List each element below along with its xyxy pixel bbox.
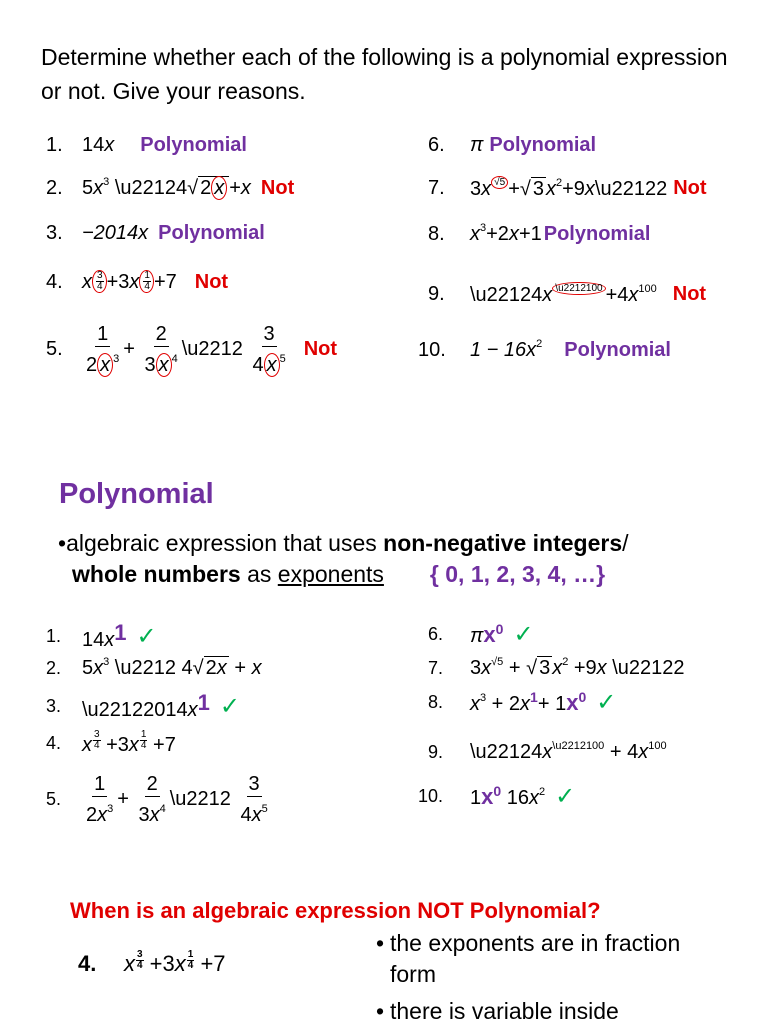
- top-item-8: [428, 222, 650, 246]
- item-number: 3.: [46, 222, 63, 244]
- expression: $1x^0$ $16x^2$: [470, 783, 546, 809]
- bottom-item-4: [46, 730, 176, 757]
- item-number: 6.: [428, 134, 445, 156]
- reason-item: • the exponents are in fraction form: [376, 930, 681, 987]
- check-icon: ✓: [513, 621, 534, 648]
- label-polynomial: Polynomial: [564, 338, 671, 361]
- expression: \u22122014x1: [82, 690, 210, 721]
- exponent-set: { 0, 1, 2, 3, 4, …}: [429, 561, 606, 587]
- top-item-2: [46, 176, 294, 200]
- expression: $5x^3$ \u22124√ 2 x +x: [82, 176, 251, 199]
- top-item-3: [46, 222, 265, 245]
- expression: −2014x: [82, 222, 149, 244]
- top-item-6: [428, 134, 596, 157]
- top-item-10: [418, 338, 671, 362]
- label-polynomial: Polynomial: [140, 134, 247, 156]
- bottom-item-7: [428, 656, 685, 680]
- item-number: 6.: [428, 624, 444, 644]
- reasons-list: [376, 928, 756, 1027]
- expression: x $\frac{3}{4}$ +3x $\frac{1}{4}$ +7: [82, 729, 176, 756]
- top-item-4: [46, 270, 228, 294]
- item-number: 9.: [428, 741, 444, 762]
- item-number: 10.: [418, 338, 446, 361]
- label-not: Not: [303, 338, 338, 360]
- item-number: 1.: [46, 134, 63, 156]
- top-item-7: [428, 176, 707, 201]
- expression: $\frac{1}{2 x ^3}$ + $\frac{2}{3 x ^4}$ \u2212 $\frac{3}{4 x ^5}$: [86, 323, 286, 376]
- expression: $x^3+2x+1$: [470, 222, 542, 245]
- label-polynomial: Polynomial: [543, 222, 651, 245]
- bottom-item-6: [428, 620, 534, 649]
- expression: $5x^3$ \u2212 4√ 2x + x: [82, 656, 262, 679]
- bottom-item-9: [428, 740, 667, 764]
- item-number: 9.: [428, 283, 445, 305]
- check-icon: ✓: [596, 689, 617, 716]
- bottom-item-2: [46, 656, 262, 680]
- expression: x $\frac{3}{4}$ +3x $\frac{1}{4}$ +7: [124, 949, 226, 976]
- item-number: 4.: [46, 733, 62, 753]
- item-number: 1.: [46, 625, 62, 646]
- intro-text: Determine whether each of the following is a polynomial expression or not. Give your reasons.: [41, 44, 728, 104]
- item-number: 8.: [428, 222, 445, 245]
- expression: 3x √5 +√ 3 $x^2+9x\backslash u22122$: [470, 177, 668, 200]
- item-number: 7.: [428, 177, 445, 199]
- item-number: 7.: [428, 657, 444, 678]
- bottom-item-10: [418, 782, 575, 811]
- item-number: 2.: [46, 176, 63, 199]
- check-icon: ✓: [219, 692, 241, 720]
- label-not: Not: [260, 176, 295, 199]
- item-number: 5.: [46, 789, 62, 809]
- bottom-item-8: [428, 688, 616, 717]
- question-example: [78, 950, 226, 977]
- bottom-item-5: [46, 772, 272, 827]
- check-icon: ✓: [555, 783, 576, 810]
- expression: $1 - 16x^2$: [470, 338, 543, 361]
- expression: 14x1: [82, 620, 127, 651]
- item-number: 5.: [46, 338, 63, 360]
- item-number: 10.: [418, 786, 444, 806]
- expression: x $\frac{3}{4}$ +3x $\frac{1}{4}$ +7: [82, 270, 177, 293]
- expression: \u22124x \u2212100 $+4x^{100}$: [470, 283, 657, 306]
- expression: 14x: [82, 134, 115, 156]
- item-number: 2.: [46, 657, 62, 678]
- label-polynomial: Polynomial: [489, 134, 597, 156]
- item-number: 3.: [46, 695, 62, 716]
- item-number: 8.: [428, 692, 444, 712]
- expression: π: [470, 134, 484, 156]
- bottom-item-1: [46, 620, 157, 652]
- question-title: When is an algebraic expression NOT Polynomial?: [70, 898, 601, 923]
- label-not: Not: [194, 270, 229, 293]
- expression: $\backslash u22124x^{\backslash u2212100} + 4x^{100}$: [470, 740, 667, 763]
- item-number: 4.: [46, 270, 63, 293]
- bottom-item-3: [46, 690, 240, 722]
- expression: $\frac{1}{2x^3}$ + $\frac{2}{3x^4}$ \u2212 $\frac{3}{4x^5}$: [86, 773, 268, 826]
- expression: $x^3 + 2x^1+ 1x^0$: [470, 689, 587, 715]
- item-number: 4.: [78, 950, 97, 976]
- top-item-1: [46, 134, 247, 157]
- section-title: Polynomial: [59, 478, 214, 510]
- expression: $\pi x^0$: [470, 621, 504, 647]
- top-item-9: [428, 282, 706, 307]
- definition-bullet: •algebraic expression that uses non-negative integers/ whole numbers as exponents { 0, 1, 2, 3, 4, …}: [58, 530, 629, 587]
- label-not: Not: [673, 177, 707, 199]
- expression: $3x^{√5}$ + √ 3 $x^2 +9x$ \u22122: [470, 656, 685, 679]
- top-item-5: [46, 322, 337, 377]
- check-icon: ✓: [136, 622, 157, 650]
- reason-item: • there is variable inside: [376, 998, 619, 1024]
- label-polynomial: Polynomial: [158, 222, 265, 244]
- label-not: Not: [672, 283, 707, 305]
